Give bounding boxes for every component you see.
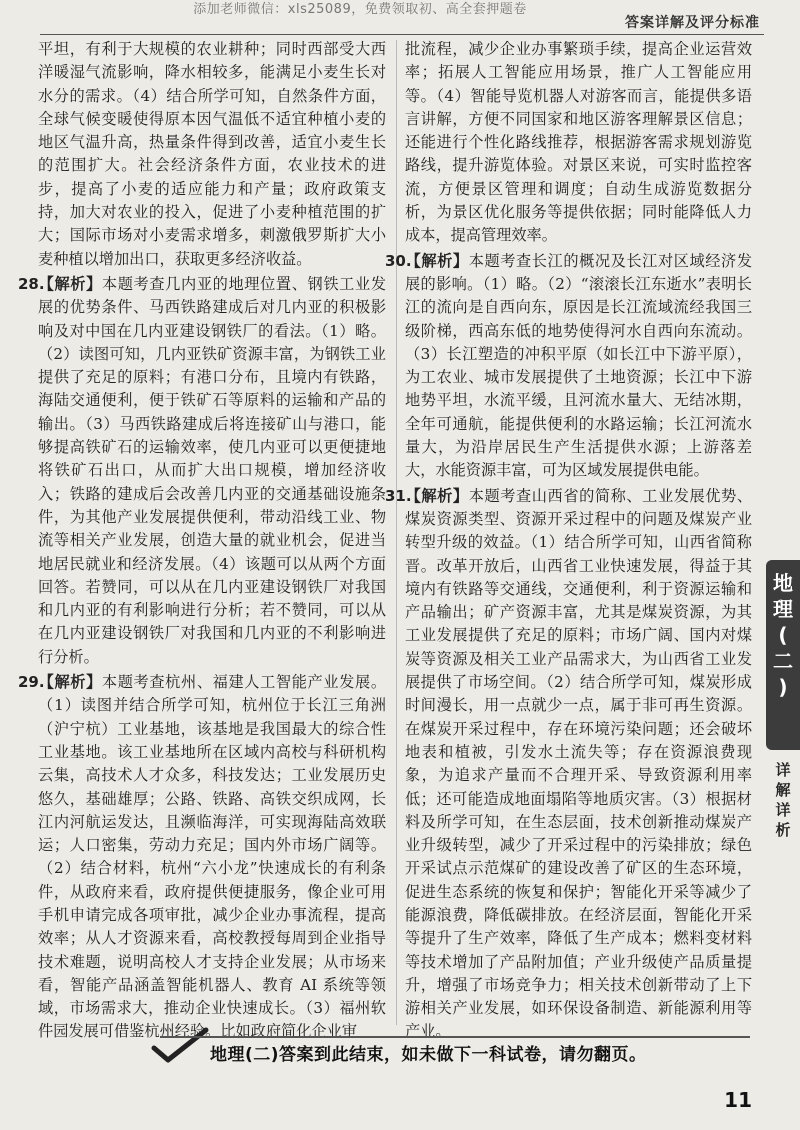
side-tab-char: 理 (773, 597, 793, 621)
column-divider (396, 40, 397, 1025)
analysis-tag: 【解析】 (38, 673, 102, 692)
left-column (18, 38, 387, 1045)
header-divider (40, 34, 764, 35)
question-number: 30. (385, 251, 412, 270)
side-tab-char: 二 (773, 649, 793, 673)
question-number: 29. (18, 673, 45, 692)
question-text: 本题考查杭州、福建人工智能产业发展。（1）读图并结合所学可知，杭州位于长江三角洲（沪宁杭）工业基地，该基地是我国最大的综合性工业基地。该工业基地所在区域内高校与科研机构云集，高技术人才众多，科技发达；工业发展历史悠久，基础雄厚；公路、铁路、高铁交织成网，长江内河航运发达，且濒临海洋，可实现海陆高效联运；人口密集，劳动力充足；国内外市场广阔等。（2）结合材料，杭州“六小龙”快速成长的有利条件，从政府来看，政府提供便捷服务，像企业可用手机申请完成各项审批，减少企业办事流程，提高效率；从人才资源来看，高校教授每周到企业指导技术难题，说明高校人才支持企业发展；从市场来看，智能产品涵盖智能机器人、教育 AI 系统等领域，市场需求大，推动企业快速成长。（3）福州软件园发展可借鉴杭州经验。比如政府简化企业审 (38, 673, 387, 1041)
footer-notice: 地理(二)答案到此结束，如未做下一科试卷，请勿翻页。 (210, 1045, 647, 1065)
analysis-tag: 【解析】 (405, 486, 469, 505)
side-sub-char: 析 (775, 821, 791, 839)
analysis-tag: 【解析】 (38, 274, 102, 293)
question-30 (385, 250, 753, 483)
question-text: 本题考查长江的概况及长江对区域经济发展的影响。（1）略。（2）“滚滚长江东逝水”表明长江的流向是自西向东，原因是长江流域流经我国三级阶梯，西高东低的地势使得河水自西向东流动。（3）长江塑造的冲积平原（如长江中下游平原），为工农业、城市发展提供了土地资源；长江中下游地势平坦，水流平缓，且河流水量大、无结冰期，全年可通航，能提供便利的水路运输；长江河流水量大，为沿岸居民生产生活提供水源；上游落差大，水能资源丰富，可为区域发展提供电能。 (405, 251, 753, 480)
question-31 (385, 485, 753, 1044)
side-tab-char: ) (778, 675, 788, 699)
side-sub-char: 详 (775, 801, 791, 819)
question-number: 31. (385, 486, 412, 505)
continued-paragraph: 批流程，减少企业办事繁琐手续，提高企业运营效率；拓展人工智能应用场景，推广人工智能应用等。（4）智能导览机器人对游客而言，能提供多语言讲解，方便不同国家和地区游客理解景区信息；还能进行个性化路线推荐，根据游客需求规划游览路线，提升游览体验。对景区来说，可实时监控客流，方便景区管理和调度；自动生成游览数据分析，为景区优化服务等提供依据；同时能降低人力成本，提高管理效率。 (405, 40, 752, 245)
question-number: 28. (18, 274, 45, 293)
side-sub-label (772, 760, 794, 840)
question-text: 本题考查山西省的简称、工业发展优势、煤炭资源类型、资源开采过程中的问题及煤炭产业转型升级的效益。（1）结合所学可知，山西省简称晋。改革开放后，山西省工业快速发展，得益于其境内有铁路等交通线，交通便利，利于资源运输和产品输出；矿产资源丰富，尤其是煤炭资源，为其工业发展提供了充足的原料；市场广阔、国内对煤炭等资源及相关工业产品需求大，为山西省工业发展提供了市场空间。（2）结合所学可知，煤炭形成时间漫长，用一点就少一点，属于非可再生资源。在煤炭开采过程中，存在环境污染问题；还会破坏地表和植被，引发水土流失等；存在资源浪费现象，为追求产量而不合理开采、导致资源利用率低；还可能造成地面塌陷等地质灾害。（3）根据材料及所学可知，在生态层面，技术创新推动煤炭产业升级转型，减少了开采过程中的污染排放；绿色开采试点示范煤矿的建设改善了矿区的生态环境，促进生态系统的恢复和保护；智能化开采等减少了能源浪费，降低碳排放。在经济层面，智能化开采等提升了生产效率，降低了生产成本；燃料变材料等技术增加了产品附加值；产业升级使产品质量提升，增强了市场竞争力；相关技术创新带动了上下游相关产业发展，如环保设备制造、新能源利用等产业。 (405, 486, 753, 1041)
right-column (385, 38, 753, 1045)
page-number: 11 (724, 1088, 752, 1112)
question-29 (18, 671, 387, 1044)
question-28 (18, 273, 387, 669)
side-tab-char: ( (778, 623, 788, 647)
question-text: 本题考查几内亚的地理位置、钢铁工业发展的优势条件、马西铁路建成后对几内亚的积极影响及对中国在几内亚建设钢铁厂的看法。（1）略。（2）读图可知，几内亚铁矿资源丰富，为钢铁工业提供了充足的原料；有港口分布，且境内有铁路，海陆交通便利，便于铁矿石等原料的运输和产品的输出。（3）马西铁路建成后将连接矿山与港口，能够提高铁矿石的运输效率，使几内亚可以更便捷地将铁矿石出口，从而扩大出口规模，增加经济收入；铁路的建成后会改善几内亚的交通基础设施条件，为其他产业发展提供便利，带动沿线工业、物流等相关产业发展，创造大量的就业机会，促进当地居民就业和经济发展。（4）该题可以从两个方面回答。若赞同，可以从在几内亚建设钢铁厂对我国和几内亚的有利影响进行分析；若不赞同，可以从在几内亚建设钢铁厂对我国和几内亚的不利影响进行分析。 (38, 274, 387, 666)
side-tab-char: 地 (773, 571, 793, 595)
side-sub-char: 解 (775, 781, 791, 799)
continued-paragraph: 平坦，有利于大规模的农业耕种；同时西部受大西洋暖湿气流影响，降水相较多，能满足小麦生长对水分的需求。（4）结合所学可知，自然条件方面，全球气候变暖使得原本因气温低不适宜种植小麦的地区气温升高，热量条件得到改善，适宜小麦生长的范围扩大。社会经济条件方面，农业技术的进步，提高了小麦的适应能力和产量；政府政策支持，加大对农业的投入，促进了小麦种植范围的扩大；国际市场对小麦需求增多，刺激俄罗斯扩大小麦种植以增加出口，获取更多经济收益。 (38, 40, 386, 268)
analysis-tag: 【解析】 (405, 251, 469, 270)
watermark-text: 添加老师微信：xls25089，免费领取初、高全套押题卷 (193, 2, 527, 17)
page-header-title: 答案详解及评分标准 (625, 15, 760, 31)
subject-side-tab (766, 560, 800, 750)
side-sub-char: 详 (775, 761, 791, 779)
